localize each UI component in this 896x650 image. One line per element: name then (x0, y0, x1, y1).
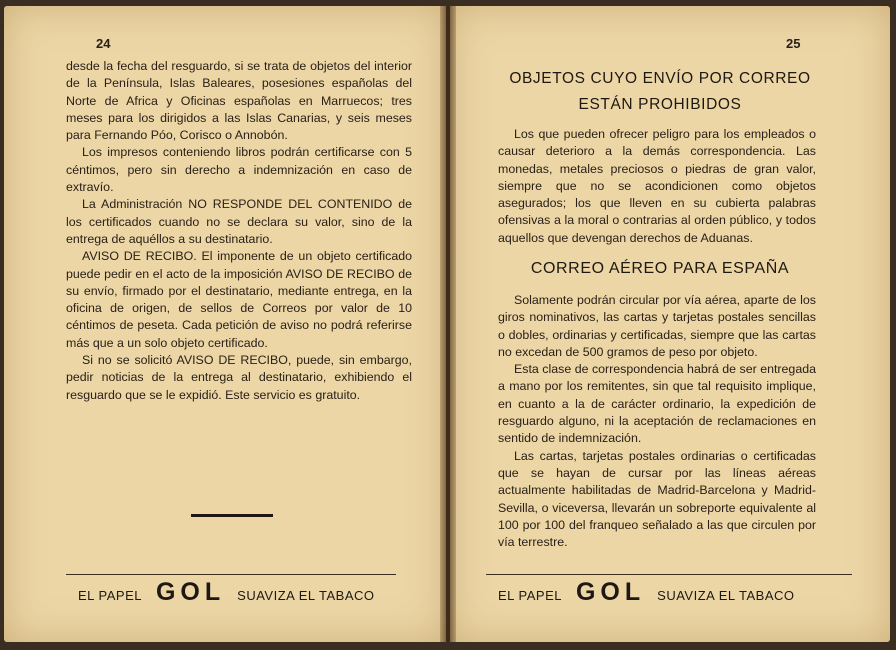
book-gutter (440, 6, 456, 642)
paragraph: Esta clase de correspondencia habrá de ser entregada a mano por los remitentes, sin que tal requisito implique, en cuanto a la de carácter ordinario, la expedición de resguardo alguno, ni la aceptación de reclamaciones en sentido de indemnización. (498, 362, 816, 446)
paragraph: AVISO DE RECIBO. El imponente de un objeto certificado puede pedir en el acto de la imposición AVISO DE RECIBO de su envío, firmado por el destinatario, mediante entrega, en la oficina de origen, de sellos de Correos por valor de 10 céntimos de peseta. Cada petición de aviso no podrá referirse más que a un solo objeto certificado. (66, 249, 412, 350)
page-number: 25 (786, 36, 801, 51)
paragraph: Las cartas, tarjetas postales ordinarias o certificadas que se hayan de cursar por las líneas aéreas actualmente habilitadas de Madrid-Barcelona y Madrid-Sevilla, o viceversa, llevarán un sobreporte equivalente al 100 por 100 del franqueo señalado a las que circulen por vía terrestre. (498, 448, 816, 550)
footer-text: SUAVIZA EL TABACO (657, 588, 795, 603)
footer-rule (66, 574, 396, 575)
section-body (498, 126, 816, 247)
paragraph: Los que pueden ofrecer peligro para los empleados o causar deterioro a la demás correspondencia. Las monedas, metales preciosos o piedras de gran valor, siempre que no se acondicionen como objetos asegurados; los que lleven en su cubierta palabras ofensivas a la moral o contrarias al orden público, y todos aquellos que devengan derechos de Aduanas. (498, 127, 816, 245)
footer-text: EL PAPEL (498, 588, 562, 603)
section-heading: OBJETOS CUYO ENVÍO POR CORREO ESTÁN PROHIBIDOS (509, 70, 811, 113)
section-heading: CORREO AÉREO PARA ESPAÑA (530, 260, 790, 277)
footer-text: EL PAPEL (78, 588, 142, 603)
left-page-body (66, 58, 412, 404)
section-divider (191, 514, 273, 517)
section-body (498, 292, 816, 551)
brand-name: GOL (575, 578, 646, 606)
brand-name: GOL (155, 578, 226, 606)
right-page (450, 6, 890, 642)
paragraph: desde la fecha del resguardo, si se trata de objetos del interior de la Península, Islas Baleares, posesiones españolas del Norte de Africa y Oficinas españolas en Marruecos; tres meses para los dirigidos a las Islas Canarias, y seis meses para Fernando Póo, Corisco o Annobón. (66, 59, 412, 143)
paragraph: Solamente podrán circular por vía aérea, aparte de los giros nominativos, las cartas y tarjetas postales sencillas o dobles, ordinarias y certificadas, siempre que las cartas no excedan de 500 gramos de peso por objeto. (498, 293, 816, 359)
paragraph: Los impresos conteniendo libros podrán certificarse con 5 céntimos, pero sin derecho a indemnización en caso de extravío. (66, 145, 412, 195)
paragraph: Si no se solicitó AVISO DE RECIBO, puede, sin embargo, pedir noticias de la entrega al destinatario, exhibiendo el resguardo que se le expidió. Este servicio es gratuito. (66, 353, 412, 402)
footer-rule (486, 574, 852, 575)
footer-text: SUAVIZA EL TABACO (237, 588, 375, 603)
page-number: 24 (96, 36, 111, 51)
left-page (4, 6, 446, 642)
advert-footer (498, 578, 795, 607)
paragraph: La Administración NO RESPONDE DEL CONTENIDO de los certificados cuando no se declara su valor, sino de la entrega de aquéllos a su destinatario. (66, 197, 412, 246)
advert-footer (78, 578, 375, 607)
